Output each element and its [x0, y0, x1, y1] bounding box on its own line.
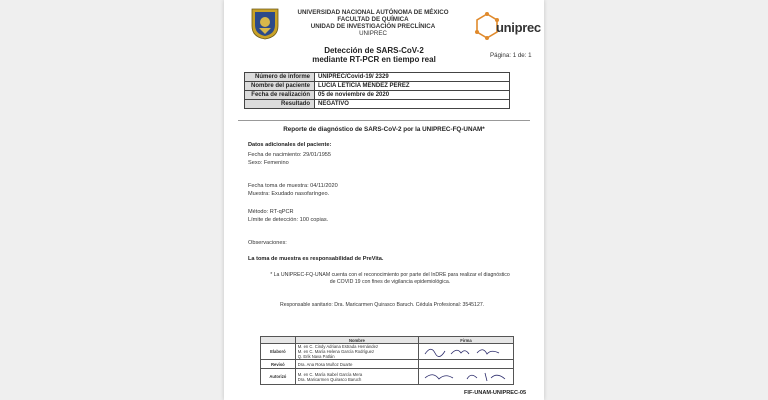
- signature-autorizo: [419, 369, 514, 385]
- report-number-label: Número de informe: [245, 73, 315, 82]
- table-row: [261, 369, 514, 385]
- birth-date: Fecha de nacimiento: 29/01/1955: [248, 152, 332, 158]
- observations-label: Observaciones:: [248, 240, 287, 246]
- uniprec-logo: [474, 12, 542, 42]
- patient-name-label: Nombre del paciente: [245, 82, 315, 91]
- title-line-2: mediante RT-PCR en tiempo real: [312, 55, 436, 64]
- report-number-value: UNIPREC/Covid-19/ 2329: [315, 73, 510, 82]
- name-column-header: Nombre: [295, 337, 418, 344]
- university-name: UNIVERSIDAD NACIONAL AUTÓNOMA DE MÉXICO: [297, 9, 449, 16]
- report-info-table: [244, 72, 510, 109]
- sample-responsibility: La toma de muestra es responsabilidad de PreVita.: [248, 256, 384, 262]
- result-value: NEGATIVO: [315, 100, 510, 109]
- table-row: [245, 82, 510, 91]
- table-row: [245, 73, 510, 82]
- signature-table: [260, 336, 514, 385]
- title-line-1: Detección de SARS-CoV-2: [324, 46, 424, 55]
- sex: Sexo: Femenino: [248, 160, 289, 166]
- names-reviso: Dra. Ana Rosa Muñoz Duarte: [295, 360, 418, 369]
- handwritten-signature: [421, 344, 511, 358]
- signature-column-header: Firma: [419, 337, 514, 344]
- table-row: [245, 100, 510, 109]
- section-divider: [238, 120, 530, 121]
- role-autorizo: Autorizó: [261, 369, 296, 385]
- report-title: Reporte de diagnóstico de SARS-CoV-2 por la UNIPREC-FQ-UNAM*: [283, 126, 485, 133]
- result-label: Resultado: [245, 100, 315, 109]
- blank-header-cell: [261, 337, 296, 344]
- signature-reviso: [419, 360, 514, 369]
- patient-data-heading: Datos adicionales del paciente:: [248, 142, 332, 148]
- signature-header-row: [261, 337, 514, 344]
- role-reviso: Revisó: [261, 360, 296, 369]
- form-code-footer: FIF-UNAM-UNIPREC-05: [464, 390, 527, 396]
- table-row: [261, 360, 514, 369]
- faculty-name: FACULTAD DE QUÍMICA: [337, 16, 409, 23]
- unit-name: UNIDAD DE INVESTIGACIÓN PRECLÍNICA: [310, 23, 436, 30]
- table-row: [261, 344, 514, 360]
- role-elaboro: Elaboró: [261, 344, 296, 360]
- institution-header: [288, 9, 458, 37]
- page-number: Página: 1 de: 1: [490, 52, 532, 59]
- names-elaboro: M. en C. Cindy Adriana Estrada Hernández M. en C. María Helena García Rodríguez Q. Erik Nava Patlán: [295, 344, 418, 360]
- table-row: [245, 91, 510, 100]
- unam-crest-logo: [250, 6, 280, 40]
- indre-note: * La UNIPREC-FQ-UNAM cuenta con el reconocimiento por parte del InDRE para realizar el diagnóstico de COVID 19 con fines de vigilancia epidemiológica.: [270, 272, 510, 285]
- names-autorizo: M. en C. María Isabel García Mera Dra. Maricarmen Quirasco Baruch: [295, 369, 418, 385]
- test-date-label: Fecha de realización: [245, 91, 315, 100]
- detection-limit: Límite de detección: 100 copias.: [248, 217, 329, 223]
- signature-elaboro: [419, 344, 514, 360]
- sample-type: Muestra: Exudado nasofaríngeo.: [248, 191, 330, 197]
- logo-text: uniprec: [496, 20, 541, 35]
- sample-date: Fecha toma de muestra: 04/11/2020: [248, 183, 338, 189]
- sanitary-responsible: Responsable sanitario: Dra. Maricarmen Quirasco Baruch. Cédula Profesional: 3545127.: [280, 302, 485, 308]
- unit-acronym: UNIPREC: [359, 30, 387, 37]
- document-title: [294, 46, 454, 64]
- method: Método: RT-qPCR: [248, 209, 294, 215]
- handwritten-signature: [421, 369, 511, 383]
- patient-name-value: LUCIA LETICIA MENDEZ PEREZ: [315, 82, 510, 91]
- test-date-value: 05 de noviembre de 2020: [315, 91, 510, 100]
- document-page: [224, 0, 544, 400]
